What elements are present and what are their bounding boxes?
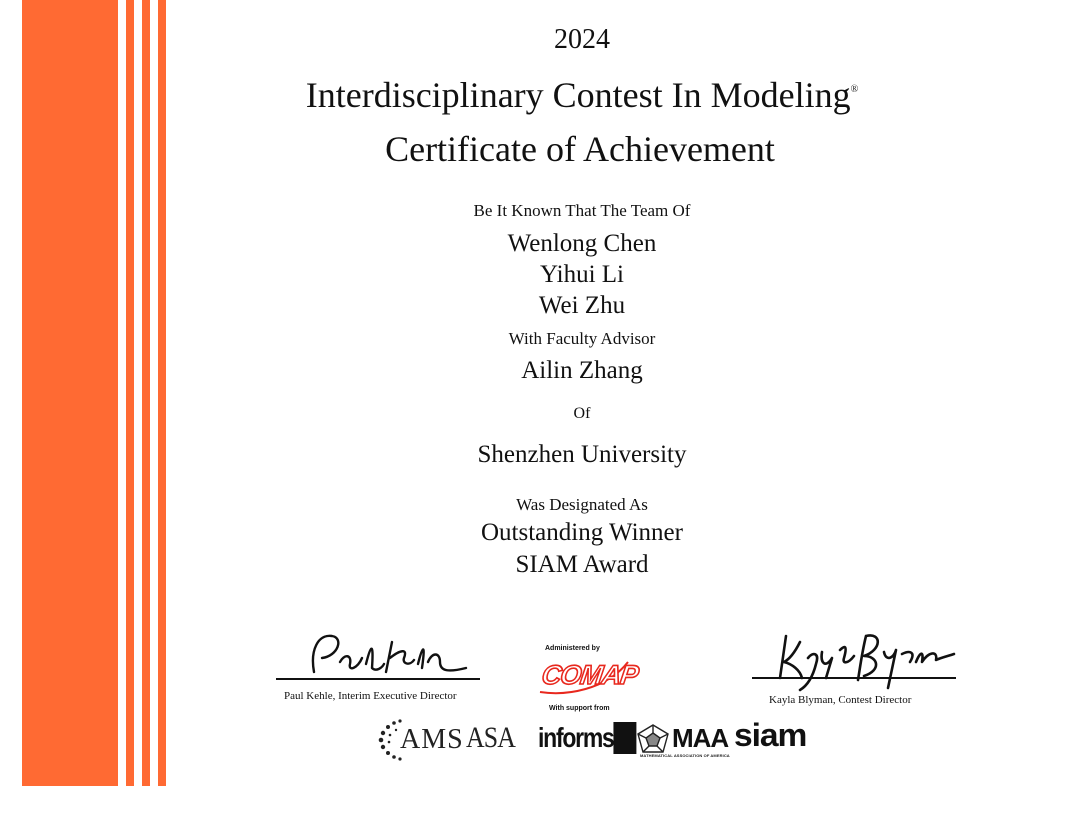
registered-mark: ® [850,84,859,95]
right-signature-line [752,677,956,679]
administered-by-label: Administered by [545,645,600,652]
advisor-label: With Faculty Advisor [508,329,656,348]
orange-border-stripe-2 [142,0,150,786]
contest-name-text: Interdisciplinary Contest In Modeling [305,75,851,115]
institution-name: Shenzhen University [477,441,687,468]
award-name: SIAM Award [515,551,649,578]
of-label: Of [573,405,591,422]
maa-logo: MAA [672,723,729,753]
comap-logo-text: COMAP [539,660,640,690]
orange-border-stripe-1 [126,0,134,786]
support-from-label: With support from [549,705,610,712]
left-signatory-caption: Paul Kehle, Interim Executive Director [284,690,457,702]
faculty-advisor: Ailin Zhang [521,357,643,384]
left-signature-line [276,678,480,680]
right-signatory-caption: Kayla Blyman, Contest Director [769,694,912,706]
contest-name [290,74,874,116]
informs-logo-text: informs [538,722,637,754]
certificate-year: 2024 [554,24,610,55]
maa-polyhedron-icon [636,723,670,755]
comap-logo [536,656,640,698]
be-it-known-label: Be It Known That The Team Of [473,201,691,220]
team-member-1: Wenlong Chen [507,230,657,257]
certificate-title: Certificate of Achievement [385,129,775,169]
orange-border-stripe-3 [158,0,166,786]
siam-logo: siam [734,717,807,753]
orange-border-band [22,0,118,786]
team-member-2: Yihui Li [539,261,625,288]
left-signature-graphic [300,628,480,682]
designation: Outstanding Winner [481,519,683,546]
team-member-3: Wei Zhu [538,292,626,319]
designated-label: Was Designated As [516,495,648,514]
maa-subtitle: MATHEMATICAL ASSOCIATION OF AMERICA [640,753,730,758]
right-signature-graphic [770,628,960,694]
ams-dots-icon [378,718,402,762]
asa-logo: ASA [466,721,516,754]
ams-logo: AMS [400,724,464,755]
